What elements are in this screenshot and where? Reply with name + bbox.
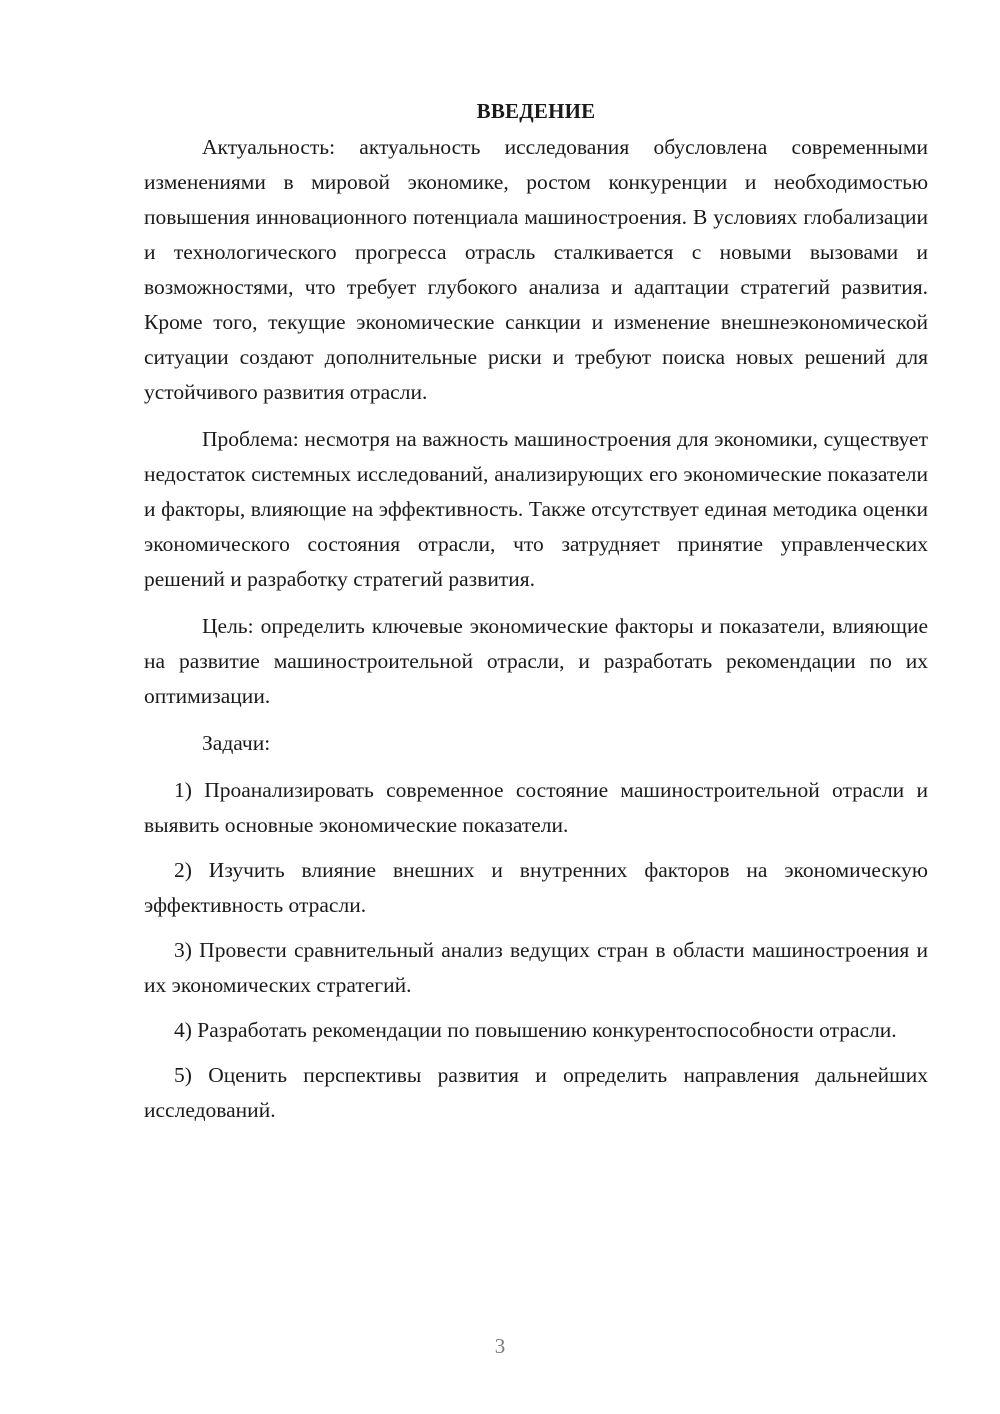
task-item-4: 4) Разработать рекомендации по повышению конкурентоспособности отрасли. — [174, 1018, 897, 1042]
paragraph-problem: Проблема: несмотря на важность машиностроения для экономики, существует недостаток системных исследований, анализирующих его экономические показатели и факторы, влияющие на эффективность. Также отсутствует единая методика оценки экономического состояния отрасли, что затрудняет принятие управленческих решений и разработку стратегий развития. — [144, 427, 928, 591]
task-list — [144, 773, 928, 1128]
paragraph-goal: Цель: определить ключевые экономические факторы и показатели, влияющие на развитие машиностроительной отрасли, и разработать рекомендации по их оптимизации. — [144, 614, 928, 708]
paragraph-relevance: Актуальность: актуальность исследования обусловлена современными изменениями в мировой экономике, ростом конкуренции и необходимостью повышения инновационного потенциала машиностроения. В условиях глобализации и технологического прогресса отрасль сталкивается с новыми вызовами и возможностями, что требует глубокого анализа и адаптации стратегий развития. Кроме того, текущие экономические санкции и изменение внешнеэкономической ситуации создают дополнительные риски и требуют поиска новых решений для устойчивого развития отрасли. — [144, 135, 928, 404]
tasks-heading: Задачи: — [202, 731, 271, 755]
task-item-5: 5) Оценить перспективы развития и определить направления дальнейших исследований. — [144, 1063, 928, 1122]
task-item-2: 2) Изучить влияние внешних и внутренних факторов на экономическую эффективность отрасли. — [144, 858, 928, 917]
page-content — [144, 96, 928, 1138]
task-item-1: 1) Проанализировать современное состояние машиностроительной отрасли и выявить основные экономические показатели. — [144, 778, 928, 837]
section-title: ВВЕДЕНИЕ — [476, 99, 596, 123]
task-item-3: 3) Провести сравнительный анализ ведущих стран в области машиностроения и их экономических стратегий. — [144, 938, 928, 997]
page-number: 3 — [494, 1334, 506, 1358]
